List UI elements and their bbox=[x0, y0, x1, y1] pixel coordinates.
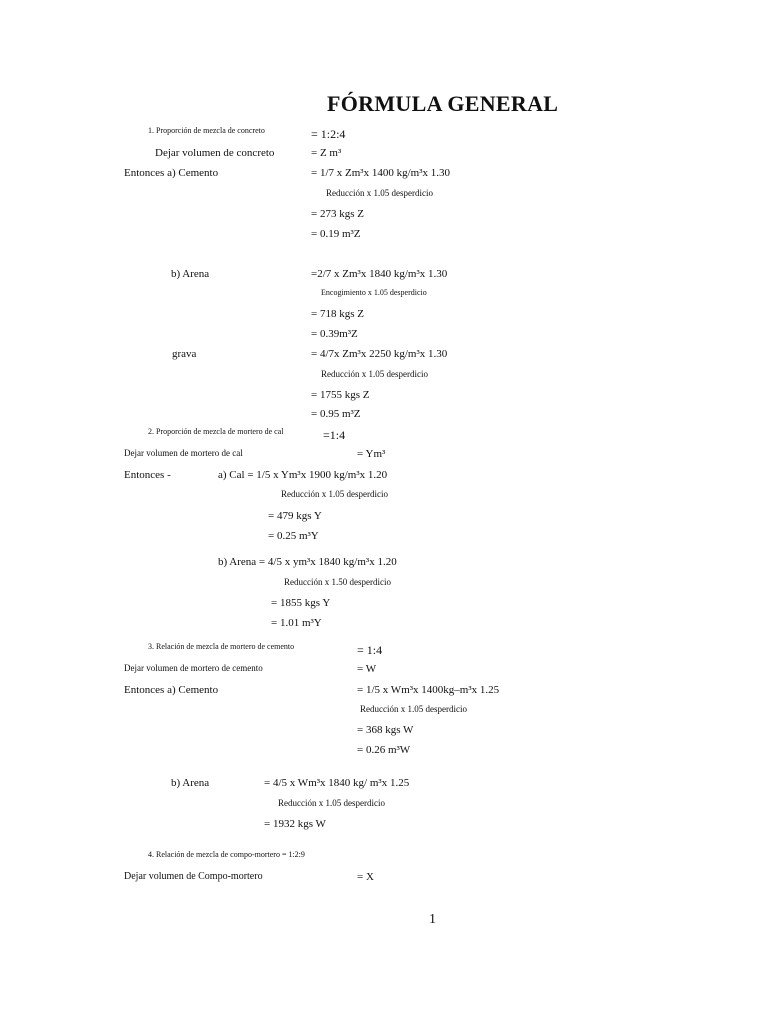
section-1-volume-value: = Z m³ bbox=[311, 147, 342, 159]
section-2-volume-label: Dejar volumen de mortero de cal bbox=[124, 448, 243, 458]
section-2-cal-m3: = 0.25 m³Y bbox=[268, 530, 319, 542]
section-3-arena-kgs: = 1932 kgs W bbox=[264, 818, 326, 830]
section-1-heading: 1. Proporción de mezcla de concreto bbox=[148, 126, 265, 135]
section-4-heading: 4. Relación de mezcla de compo-mortero = 1:2:9 bbox=[148, 850, 305, 859]
section-2-arena-m3: = 1.01 m³Y bbox=[271, 617, 322, 629]
section-2-cal-note: Reducción x 1.05 desperdicio bbox=[281, 489, 388, 499]
section-1-volume-label: Dejar volumen de concreto bbox=[155, 147, 275, 159]
section-3-ratio: = 1:4 bbox=[357, 643, 383, 657]
section-3-cemento-formula: = 1/5 x Wm³x 1400kg–m³x 1.25 bbox=[357, 684, 500, 696]
section-1-cemento-label: Entonces a) Cemento bbox=[124, 167, 219, 179]
section-3-heading: 3. Relación de mezcla de mortero de cemento bbox=[148, 642, 295, 651]
section-1-grava-label: grava bbox=[172, 348, 197, 360]
section-1-grava-formula: = 4/7x Zm³x 2250 kg/m³x 1.30 bbox=[311, 348, 448, 360]
section-3-arena-label: b) Arena bbox=[171, 777, 210, 789]
page-number: 1 bbox=[429, 912, 436, 927]
section-2-cal-formula: a) Cal = 1/5 x Ym³x 1900 kg/m³x 1.20 bbox=[218, 469, 388, 481]
section-1-grava-note: Reducción x 1.05 desperdicio bbox=[321, 369, 428, 379]
section-1-arena-note: Encogimiento x 1.05 desperdicio bbox=[321, 288, 427, 297]
section-2-volume-value: = Ym³ bbox=[357, 448, 386, 460]
page-title: FÓRMULA GENERAL bbox=[327, 91, 559, 116]
section-1-ratio: = 1:2:4 bbox=[311, 127, 346, 141]
section-1-arena-kgs: = 718 kgs Z bbox=[311, 308, 364, 320]
section-3-volume-value: = W bbox=[357, 663, 377, 675]
section-2-entonces: Entonces - bbox=[124, 469, 171, 481]
section-1-arena-formula: =2/7 x Zm³x 1840 kg/m³x 1.30 bbox=[311, 268, 448, 280]
section-1-grava-m3: = 0.95 m³Z bbox=[311, 408, 361, 420]
section-1-cemento-m3: = 0.19 m³Z bbox=[311, 228, 361, 240]
section-2-ratio: =1:4 bbox=[323, 428, 346, 442]
section-3-arena-formula: = 4/5 x Wm³x 1840 kg/ m³x 1.25 bbox=[264, 777, 410, 789]
section-1-cemento-kgs: = 273 kgs Z bbox=[311, 208, 364, 220]
section-3-volume-label: Dejar volumen de mortero de cemento bbox=[124, 663, 263, 673]
section-3-cemento-kgs: = 368 kgs W bbox=[357, 724, 414, 736]
section-1-grava-kgs: = 1755 kgs Z bbox=[311, 389, 370, 401]
section-2-heading: 2. Proporción de mezcla de mortero de cal bbox=[148, 427, 284, 436]
section-2-arena-formula: b) Arena = 4/5 x ym³x 1840 kg/m³x 1.20 bbox=[218, 556, 397, 568]
section-3-cemento-m3: = 0.26 m³W bbox=[357, 744, 411, 756]
section-1-cemento-formula: = 1/7 x Zm³x 1400 kg/m³x 1.30 bbox=[311, 167, 450, 179]
section-1-arena-m3: = 0.39m³Z bbox=[311, 328, 358, 340]
section-4-volume-label: Dejar volumen de Compo-mortero bbox=[124, 871, 263, 882]
section-3-cemento-note: Reducción x 1.05 desperdicio bbox=[360, 704, 467, 714]
section-1-arena-label: b) Arena bbox=[171, 268, 210, 280]
section-2-arena-note: Reducción x 1.50 desperdicio bbox=[284, 577, 391, 587]
section-1-cemento-note: Reducción x 1.05 desperdicio bbox=[326, 188, 433, 198]
section-3-arena-note: Reducción x 1.05 desperdicio bbox=[278, 798, 385, 808]
section-2-arena-kgs: = 1855 kgs Y bbox=[271, 597, 331, 609]
section-3-cemento-label: Entonces a) Cemento bbox=[124, 684, 219, 696]
section-4-volume-value: = X bbox=[357, 871, 374, 883]
section-2-cal-kgs: = 479 kgs Y bbox=[268, 510, 322, 522]
